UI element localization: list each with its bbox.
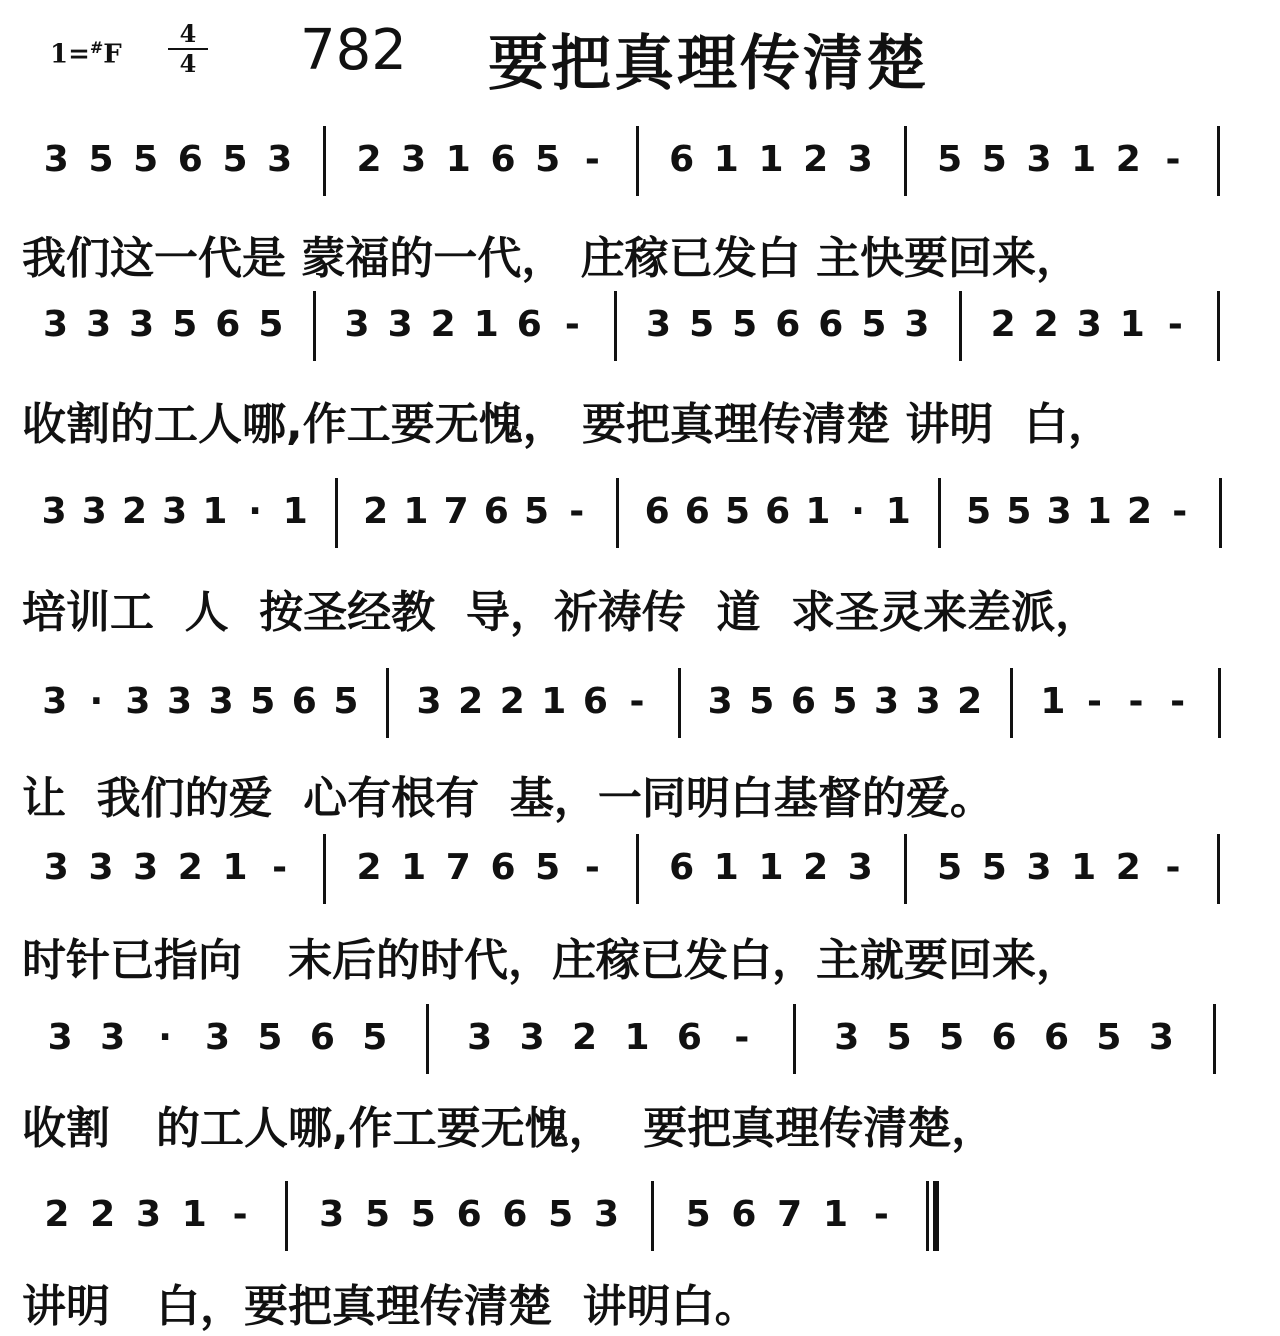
note-row (0, 1018, 1280, 1098)
barline (323, 126, 326, 196)
note-row (0, 682, 1280, 762)
note: 3 (1076, 304, 1102, 345)
barline (636, 834, 639, 904)
note: 7 (443, 491, 469, 532)
note: 5 (939, 1017, 965, 1058)
note: 1 (541, 681, 567, 722)
note: 2 (803, 139, 829, 180)
note: 3 (387, 304, 413, 345)
barline (1219, 478, 1222, 548)
barline (386, 668, 389, 738)
note: 2 (430, 304, 456, 345)
note: 5 (861, 304, 887, 345)
note: 5 (937, 139, 963, 180)
hold-dash: - (569, 491, 585, 532)
note: 7 (445, 847, 471, 888)
augmentation-dot: · (89, 681, 104, 722)
barline (1217, 126, 1220, 196)
note: 5 (724, 491, 751, 532)
note: 5 (88, 139, 114, 180)
note: 3 (467, 1017, 493, 1058)
note: 3 (1046, 491, 1072, 532)
note: 3 (1148, 1017, 1174, 1058)
note: 3 (42, 681, 68, 722)
note: 5 (333, 681, 359, 722)
note: 5 (250, 681, 276, 722)
note: 3 (267, 139, 293, 180)
note: 5 (523, 491, 550, 532)
note: 6 (676, 1017, 702, 1058)
hold-dash: - (1167, 304, 1183, 345)
note: 6 (291, 681, 317, 722)
note: 3 (847, 139, 873, 180)
note: 3 (167, 681, 193, 722)
lyric-row (0, 1270, 1280, 1330)
note: 6 (669, 139, 695, 180)
barline (938, 478, 941, 548)
barline (313, 291, 316, 361)
note: 5 (172, 304, 198, 345)
barline (426, 1004, 429, 1074)
note: 5 (535, 847, 561, 888)
note: 2 (1033, 304, 1059, 345)
key-accidental: # (89, 38, 104, 57)
note: 6 (790, 681, 816, 722)
note: 1 (473, 304, 499, 345)
hold-dash: - (584, 847, 600, 888)
note: 3 (43, 304, 69, 345)
barline (335, 478, 338, 548)
note: 3 (81, 491, 107, 532)
note: 3 (401, 139, 427, 180)
note: 5 (364, 1194, 391, 1235)
note: 1 (1071, 847, 1097, 888)
note: 6 (490, 139, 516, 180)
note: 5 (685, 1194, 711, 1235)
note-row (0, 492, 1280, 572)
hold-dash: - (272, 847, 288, 888)
barline (1213, 1004, 1216, 1074)
note: 1 (403, 491, 429, 532)
note: 6 (309, 1017, 335, 1058)
note: 2 (1126, 491, 1153, 532)
key-letter: F (103, 39, 122, 70)
note: 1 (1086, 491, 1112, 532)
augmentation-dot: · (158, 1017, 172, 1058)
note: 2 (90, 1194, 116, 1235)
note: 3 (904, 304, 930, 345)
hold-dash: - (1128, 681, 1144, 722)
note-row (0, 140, 1280, 220)
barline (1010, 668, 1013, 738)
note: 3 (915, 681, 941, 722)
note: 5 (257, 1017, 283, 1058)
hymn-number: 782 (300, 18, 407, 83)
note: 5 (535, 139, 561, 180)
barline (636, 126, 639, 196)
barline (678, 668, 681, 738)
note: 5 (689, 304, 715, 345)
barline (793, 1004, 796, 1074)
note: 3 (133, 847, 159, 888)
note: 3 (416, 681, 442, 722)
note: 5 (133, 139, 159, 180)
note: 6 (490, 847, 516, 888)
note: 3 (1026, 847, 1052, 888)
note: 5 (1006, 491, 1032, 532)
note: 5 (966, 491, 992, 532)
note: 6 (215, 304, 241, 345)
note: 5 (749, 681, 775, 722)
note: 1 (713, 847, 739, 888)
note: 2 (356, 847, 382, 888)
note: 3 (646, 304, 672, 345)
note: 5 (1096, 1017, 1122, 1058)
barline (904, 126, 907, 196)
note: 2 (363, 491, 389, 532)
hold-dash: - (1165, 139, 1181, 180)
note: 2 (1115, 139, 1141, 180)
note: 1 (202, 491, 228, 532)
note: 6 (456, 1194, 482, 1235)
note-row (0, 848, 1280, 928)
barline (285, 1181, 288, 1251)
final-barline (933, 1181, 939, 1251)
lyric-row (0, 1092, 1280, 1152)
note: 6 (502, 1194, 528, 1235)
lyric-line: 讲明 白，要把真理传清楚 讲明白。 (22, 1281, 759, 1332)
hold-dash: - (873, 1194, 889, 1235)
note: 3 (129, 304, 155, 345)
note: 3 (43, 847, 69, 888)
note: 6 (731, 1194, 757, 1235)
hold-dash: - (564, 304, 580, 345)
note: 5 (362, 1017, 388, 1058)
note: 3 (319, 1194, 345, 1235)
note: 1 (713, 139, 739, 180)
hold-dash: - (584, 139, 600, 180)
note: 2 (499, 681, 525, 722)
note: 3 (41, 491, 67, 532)
lyric-line: 让 我们的爱 心有根有 基，一同明白基督的爱。 (22, 773, 994, 824)
note: 2 (121, 491, 148, 532)
note: 6 (483, 491, 509, 532)
lyric-line: 时针已指向 末后的时代，庄稼已发白，主就要回来， (22, 935, 1080, 986)
note: 5 (258, 304, 284, 345)
note: 3 (125, 681, 151, 722)
hold-dash: - (734, 1017, 750, 1058)
note: 5 (832, 681, 858, 722)
note: 3 (344, 304, 370, 345)
hold-dash: - (232, 1194, 248, 1235)
note: 5 (222, 139, 248, 180)
note: 6 (818, 304, 844, 345)
note: 3 (707, 681, 733, 722)
note: 5 (886, 1017, 912, 1058)
lyric-row (0, 576, 1280, 636)
note: 6 (177, 139, 203, 180)
note: 6 (765, 491, 791, 532)
lyric-row (0, 222, 1280, 282)
note: 5 (981, 139, 1007, 180)
note: 3 (1026, 139, 1052, 180)
note: 3 (162, 491, 188, 532)
note: 1 (282, 491, 308, 532)
note: 2 (356, 139, 382, 180)
note: 1 (445, 139, 471, 180)
meter-bottom: 4 (179, 49, 197, 78)
note: 1 (222, 847, 248, 888)
note: 2 (990, 304, 1016, 345)
note: 6 (516, 304, 542, 345)
note: 5 (410, 1194, 436, 1235)
barline (323, 834, 326, 904)
note: 2 (177, 847, 203, 888)
note: 3 (519, 1017, 545, 1058)
note: 1 (624, 1017, 650, 1058)
note: 3 (873, 681, 900, 722)
barline (1217, 834, 1220, 904)
note: 5 (981, 847, 1007, 888)
lyric-row (0, 388, 1280, 448)
note-row (0, 1195, 1280, 1275)
note: 2 (572, 1017, 598, 1058)
note: 1 (758, 847, 784, 888)
note: 3 (204, 1017, 231, 1058)
note: 2 (458, 681, 484, 722)
note: 2 (957, 681, 983, 722)
meter-top: 4 (168, 20, 208, 50)
augmentation-dot: · (851, 491, 865, 532)
lyric-line: 我们这一代是 蒙福的一代， 庄稼已发白 主快要回来， (22, 233, 1080, 284)
note: 6 (991, 1017, 1017, 1058)
note: 2 (803, 847, 829, 888)
note: 3 (86, 304, 112, 345)
hold-dash: - (1086, 681, 1102, 722)
note: 6 (669, 847, 695, 888)
barline (1218, 668, 1221, 738)
lyric-line: 收割的工人哪,作工要无愧， 要把真理传清楚 讲明 白， (22, 399, 1112, 450)
note: 6 (775, 304, 801, 345)
note: 2 (1115, 847, 1141, 888)
lyric-row (0, 762, 1280, 822)
note: 5 (548, 1194, 574, 1235)
note: 3 (88, 847, 114, 888)
hold-dash: - (1170, 681, 1186, 722)
lyric-row (0, 924, 1280, 984)
note: 2 (44, 1194, 70, 1235)
note: 3 (43, 139, 69, 180)
note: 6 (582, 681, 608, 722)
hold-dash: - (1165, 847, 1181, 888)
note: 3 (847, 847, 873, 888)
barline (959, 291, 962, 361)
barline (616, 478, 619, 548)
note: 3 (47, 1017, 73, 1058)
note: 3 (593, 1194, 620, 1235)
note: 1 (181, 1194, 207, 1235)
note: 3 (135, 1194, 162, 1235)
note-row (0, 305, 1280, 385)
note: 6 (1043, 1017, 1069, 1058)
note: 3 (100, 1017, 126, 1058)
lyric-line: 收割 的工人哪,作工要无愧， 要把真理传清楚， (22, 1103, 996, 1154)
barline (651, 1181, 654, 1251)
note: 6 (644, 491, 670, 532)
augmentation-dot: · (248, 491, 262, 532)
note: 5 (937, 847, 963, 888)
note: 3 (208, 681, 234, 722)
note: 1 (1040, 681, 1066, 722)
note: 1 (885, 491, 911, 532)
note: 5 (732, 304, 758, 345)
note: 6 (684, 491, 710, 532)
lyric-line: 培训工 人 按圣经教 导，祈祷传 道 求圣灵来差派， (22, 587, 1100, 638)
note: 3 (834, 1017, 860, 1058)
note: 1 (758, 139, 784, 180)
barline (904, 834, 907, 904)
note: 1 (805, 491, 831, 532)
barline (614, 291, 617, 361)
note: 1 (822, 1194, 849, 1235)
barline (1217, 291, 1220, 361)
barline (926, 1181, 929, 1251)
key-label: 1= (50, 39, 90, 70)
note: 1 (1119, 304, 1145, 345)
hold-dash: - (629, 681, 645, 722)
hold-dash: - (1172, 491, 1188, 532)
note: 1 (1071, 139, 1097, 180)
note: 7 (777, 1194, 803, 1235)
hymn-title: 要把真理传清楚 (488, 29, 929, 99)
note: 1 (401, 847, 427, 888)
